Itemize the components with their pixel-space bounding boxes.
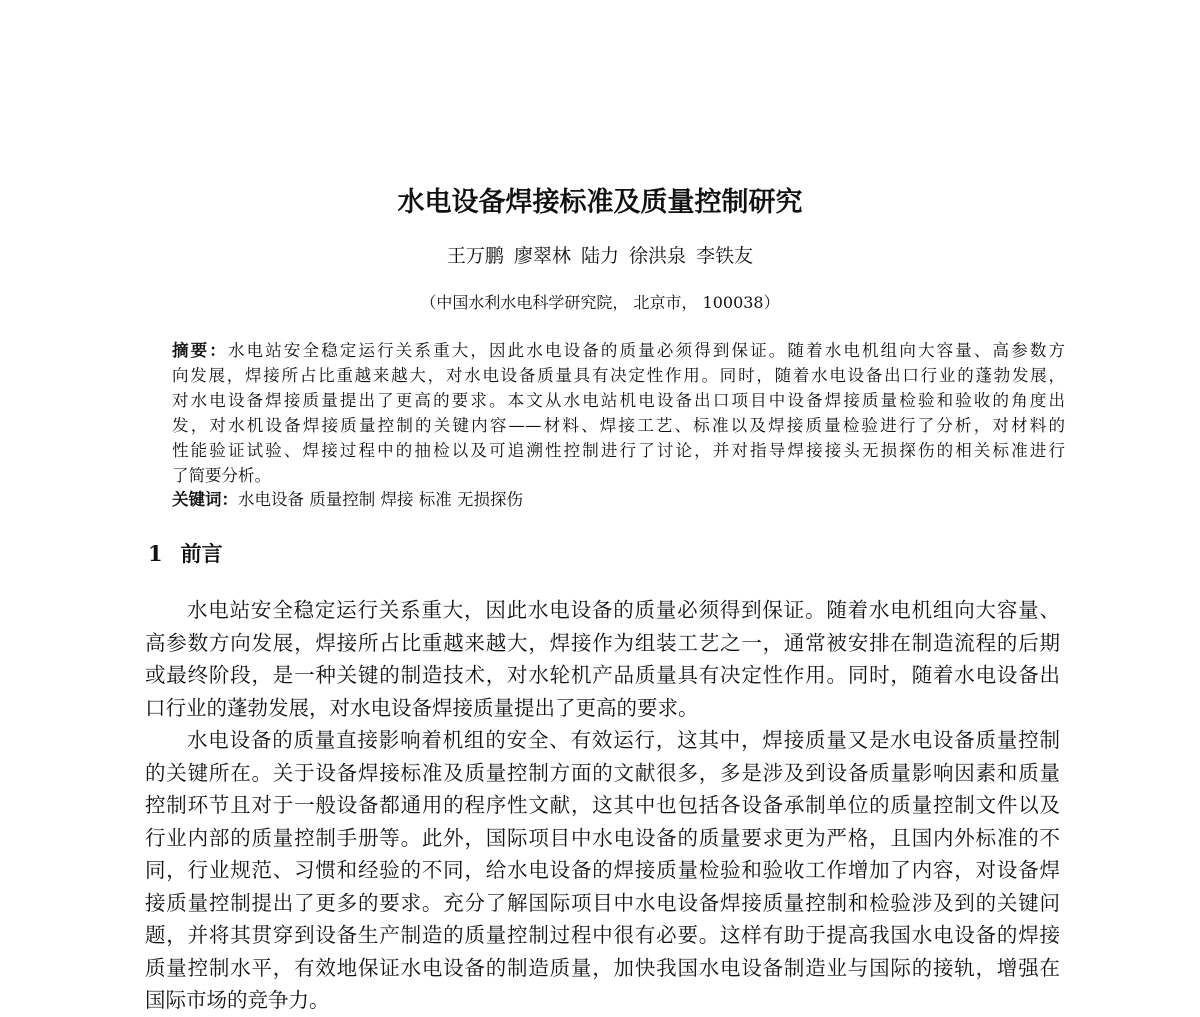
keywords-text: 水电设备 质量控制 焊接 标准 无损探伤: [238, 490, 523, 509]
body-line: 同，行业规范、习惯和经验的不同，给水电设备的焊接质量检验和验收工作增加了内容，对设备焊: [145, 858, 1060, 882]
body-line: 水电设备的质量直接影响着机组的安全、有效运行，这其中，焊接质量又是水电设备质量控制: [187, 728, 1060, 752]
body-line: 控制环节且对于一般设备都通用的程序性文献，这其中也包括各设备承制单位的质量控制文件以及: [145, 793, 1060, 817]
body-line: 题，并将其贯穿到设备生产制造的质量控制过程中很有必要。这样有助于提高我国水电设备的焊接: [145, 923, 1060, 947]
body-line: 国际市场的竞争力。: [145, 988, 330, 1012]
section-title: 前言: [180, 541, 223, 566]
abstract-line: 性能验证试验、焊接过程中的抽检以及可追溯性控制进行了讨论，并对指导焊接接头无损探伤的相关标准进行: [172, 441, 1065, 460]
body-line: 水电站安全稳定运行关系重大，因此水电设备的质量必须得到保证。随着水电机组向大容量、: [187, 598, 1060, 622]
abstract-line: 向发展，焊接所占比重越来越大，对水电设备质量具有决定性作用。同时，随着水电设备出口行业的蓬勃发展，: [172, 366, 1065, 385]
abstract-line: 了简要分析。: [172, 466, 271, 485]
abstract: [172, 338, 1065, 488]
abstract-label: 摘要：: [172, 341, 228, 360]
body-line: 高参数方向发展，焊接所占比重越来越大，焊接作为组装工艺之一，通常被安排在制造流程的后期: [145, 630, 1060, 655]
body-line: 口行业的蓬勃发展，对水电设备焊接质量提出了更高的要求。: [145, 695, 699, 720]
abstract-line: 发，对水机设备焊接质量控制的关键内容——材料、焊接工艺、标准以及焊接质量检验进行了分析，对材料的: [172, 416, 1065, 435]
body-line: 行业内部的质量控制手册等。此外，国际项目中水电设备的质量要求更为严格，且国内外标准的不: [145, 825, 1060, 850]
keywords-label: 关键词：: [172, 490, 238, 509]
abstract-line: 对水电设备焊接质量提出了更高的要求。本文从水电站机电设备出口项目中设备焊接质量检验和验收的角度出: [172, 391, 1065, 410]
body-line: 的关键所在。关于设备焊接标准及质量控制方面的文献很多，多是涉及到设备质量影响因素和质量: [145, 760, 1060, 785]
body-line: 或最终阶段，是一种关键的制造技术，对水轮机产品质量具有决定性作用。同时，随着水电设备出: [145, 663, 1060, 687]
keywords: [172, 486, 523, 510]
authors: 王万鹏 廖翠林 陆力 徐洪泉 李铁友: [446, 245, 754, 267]
section-number: 1: [148, 541, 163, 566]
body-line: 接质量控制提出了更多的要求。充分了解国际项目中水电设备焊接质量控制和检验涉及到的关键问: [145, 890, 1060, 915]
section-heading: [148, 538, 223, 568]
paper-title: 水电设备焊接标准及质量控制研究: [397, 187, 803, 218]
abstract-text: 水电站安全稳定运行关系重大，因此水电设备的质量必须得到保证。随着水电机组向大容量、高参数方: [227, 341, 1065, 360]
body-line: 质量控制水平，有效地保证水电设备的制造质量，加快我国水电设备制造业与国际的接轨，增强在: [145, 955, 1060, 980]
body-text: [145, 594, 1060, 1017]
affiliation: （中国水利水电科学研究院， 北京市， 100038）: [420, 293, 780, 312]
abstract-line: [172, 338, 1065, 363]
